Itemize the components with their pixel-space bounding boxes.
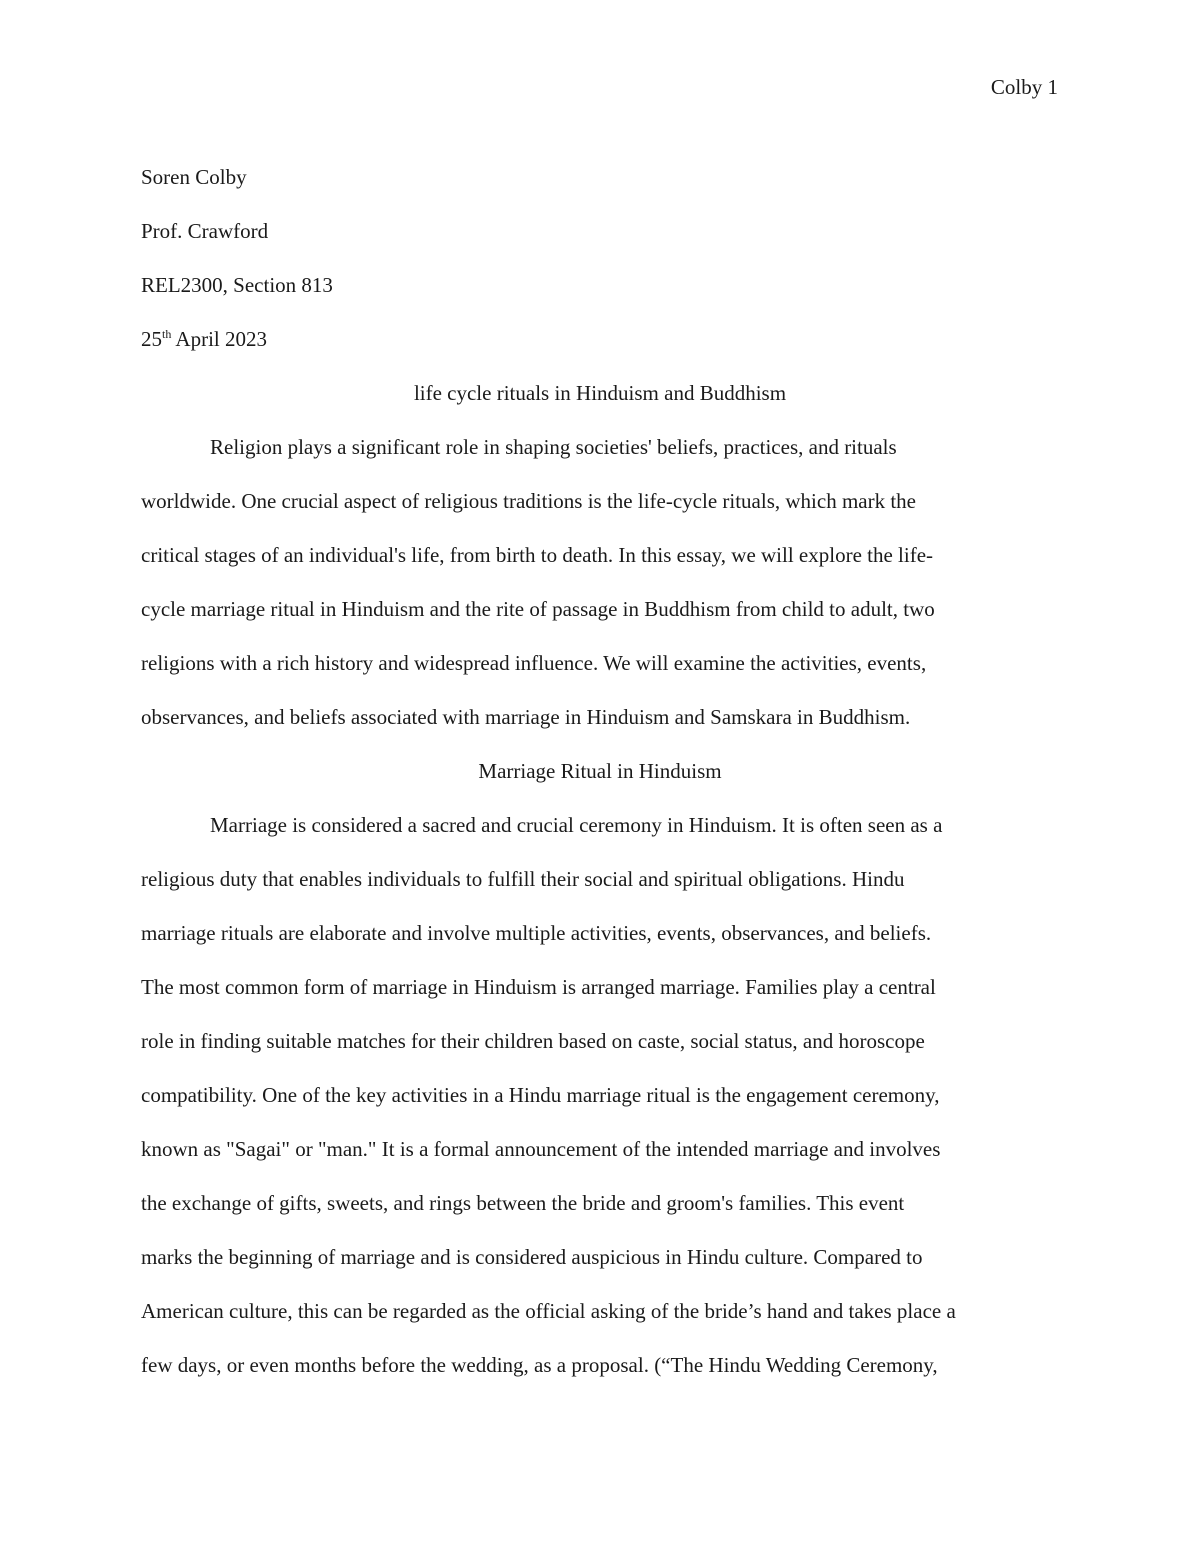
instructor-name: Prof. Crawford [141, 219, 269, 243]
intro-line: cycle marriage ritual in Hinduism and the rite of passage in Buddhism from child to adult, two [141, 597, 935, 621]
section-heading: Marriage Ritual in Hinduism [478, 759, 722, 783]
intro-line: observances, and beliefs associated with marriage in Hinduism and Samskara in Buddhism. [141, 705, 911, 729]
section-line: religious duty that enables individuals to fulfill their social and spiritual obligations. Hindu [141, 867, 905, 891]
section-line: few days, or even months before the wedding, as a proposal. (“The Hindu Wedding Ceremony, [141, 1353, 938, 1377]
document-body [141, 150, 1059, 1392]
date-rest: April 2023 [171, 327, 268, 351]
date-suffix: th [162, 327, 172, 341]
intro-line: critical stages of an individual's life, from birth to death. In this essay, we will explore the life- [141, 543, 934, 567]
date-day: 25 [141, 327, 162, 351]
intro-line: religions with a rich history and widespread influence. We will examine the activities, events, [141, 651, 927, 675]
author-name: Soren Colby [141, 165, 247, 189]
section-line: role in finding suitable matches for their children based on caste, social status, and horoscope [141, 1029, 925, 1053]
section-line: The most common form of marriage in Hinduism is arranged marriage. Families play a central [141, 975, 936, 999]
running-head: Colby 1 [990, 75, 1058, 99]
section-line: marks the beginning of marriage and is considered auspicious in Hindu culture. Compared to [141, 1245, 923, 1269]
intro-line: Religion plays a significant role in shaping societies' beliefs, practices, and rituals [210, 435, 897, 459]
section-line: marriage rituals are elaborate and involve multiple activities, events, observances, and beliefs. [141, 921, 932, 945]
section-line: American culture, this can be regarded as the official asking of the bride’s hand and takes place a [141, 1299, 956, 1323]
course-info: REL2300, Section 813 [141, 273, 333, 297]
essay-title: life cycle rituals in Hinduism and Buddhism [413, 381, 787, 405]
section-line: compatibility. One of the key activities in a Hindu marriage ritual is the engagement ceremony, [141, 1083, 940, 1107]
section-line: known as "Sagai" or "man." It is a formal announcement of the intended marriage and involves [141, 1137, 941, 1161]
section-line: the exchange of gifts, sweets, and rings between the bride and groom's families. This event [141, 1191, 905, 1215]
intro-line: worldwide. One crucial aspect of religious traditions is the life-cycle rituals, which mark the [141, 489, 917, 513]
section-line: Marriage is considered a sacred and crucial ceremony in Hinduism. It is often seen as a [210, 813, 943, 837]
date-line [141, 312, 1059, 366]
